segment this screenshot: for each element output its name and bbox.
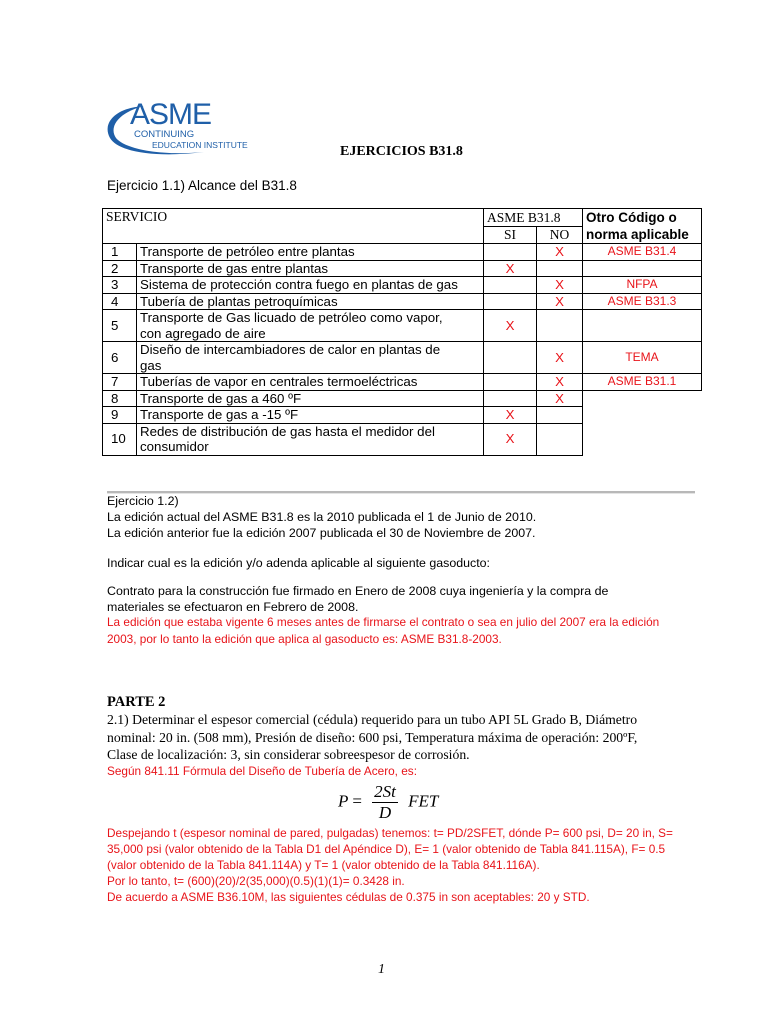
table-row	[103, 310, 702, 342]
row-description	[137, 310, 484, 342]
row-other-code: ASME B31.3	[583, 293, 702, 310]
row-other-code: TEMA	[583, 342, 702, 374]
row-other-code: NFPA	[583, 277, 702, 294]
solution-line-4: Por lo tanto, t= (600)(20)/2(35,000)(0.5)(1)(1)= 0.3428 in.	[107, 874, 405, 888]
row-description-line1: Sistema de protección contra fuego en plantas de gas	[140, 277, 458, 292]
row-number: 7	[103, 374, 137, 391]
row-description-line1: Diseño de intercambiadores de calor en plantas de	[140, 342, 441, 357]
row-description-line1: Tubería de plantas petroquímicas	[140, 293, 338, 309]
solution-line-1: Despejando t (espesor nominal de pared, pulgadas) tenemos: t= PD/2SFET, dónde P= 600 psi, D= 20 in, S=	[107, 826, 673, 840]
row-no-mark: X	[537, 374, 583, 391]
row-description	[137, 244, 484, 261]
asme-logo	[104, 94, 274, 160]
row-description	[137, 390, 484, 407]
row-si-mark	[484, 244, 537, 261]
row-number: 5	[103, 310, 137, 342]
row-no-mark: X	[537, 277, 583, 294]
exercise-1-2-contract-2: materiales se efectuaron en Febrero de 2008.	[107, 600, 359, 614]
row-description-line1: Redes de distribución de gas hasta el medidor del	[140, 423, 435, 439]
header-asme: ASME B31.8	[484, 209, 583, 227]
row-description-line2: consumidor	[140, 439, 209, 454]
row-other-code	[583, 390, 702, 407]
table-row	[103, 260, 702, 277]
row-other-code	[583, 407, 702, 424]
svg-text:CONTINUING: CONTINUING	[134, 129, 195, 140]
row-description	[137, 374, 484, 391]
row-si-mark	[484, 390, 537, 407]
formula-rhs: FET	[408, 791, 439, 811]
header-code-line1: Otro Código o	[586, 210, 677, 225]
formula-denominator: D	[378, 803, 392, 822]
row-other-code	[583, 310, 702, 342]
table-row	[103, 244, 702, 261]
exercise-1-2-contract-1: Contrato para la construcción fue firmado en Enero de 2008 cuya ingeniería y la compra de	[107, 584, 609, 598]
formula-equals: =	[352, 791, 362, 811]
exercise-1-2-answer-2: 2003, por lo tanto la edición que aplica al gasoducto es: ASME B31.8-2003.	[107, 632, 502, 646]
parte-2-reference: Según 841.11 Fórmula del Diseño de Tubería de Acero, es:	[107, 764, 417, 778]
exercise-1-1-heading: Ejercicio 1.1) Alcance del B31.8	[107, 178, 297, 193]
row-description-line2: gas	[140, 357, 162, 373]
parte-2-heading: PARTE 2	[107, 694, 166, 710]
row-no-mark: X	[537, 390, 583, 407]
row-other-code: ASME B31.1	[583, 374, 702, 391]
row-description-line2: con agregado de aire	[140, 325, 266, 341]
solution-line-2: 35,000 psi (valor obtenido de la Tabla D1 del Apéndice D), E= 1 (valor obtenido de Tabla 841.115A), F= 0.5	[107, 842, 666, 856]
row-si-mark: X	[484, 310, 537, 342]
header-si: SI	[484, 226, 537, 244]
formula-numerator: 2St	[374, 782, 396, 801]
exercise-1-2-line2: La edición anterior fue la edición 2007 publicada el 30 de Noviembre de 2007.	[107, 526, 536, 540]
row-other-code	[583, 260, 702, 277]
parte-2-question-1: 2.1) Determinar el espesor comercial (cédula) requerido para un tubo API 5L Grado B, Diámetro	[107, 712, 638, 727]
table-row	[103, 277, 702, 294]
row-description	[137, 342, 484, 374]
parte-2-question-2: nominal: 20 in. (508 mm), Presión de diseño: 600 psi, Temperatura máxima de operación: 200ºF,	[107, 730, 638, 745]
row-si-mark	[484, 293, 537, 310]
row-description	[137, 277, 484, 294]
header-other-code	[583, 209, 702, 244]
row-description-line1: Transporte de gas a -15 ºF	[140, 407, 299, 422]
table-row	[103, 407, 702, 424]
row-number: 2	[103, 260, 137, 277]
row-description-line1: Transporte de gas entre plantas	[140, 260, 328, 276]
formula-lhs: P	[338, 791, 349, 811]
solution-line-3: (valor obtenido de la Tabla 841.114A) y T= 1 (valor obtenido de la Tabla 841.116A).	[107, 858, 540, 872]
exercise-1-2-answer-1: La edición que estaba vigente 6 meses antes de firmarse el contrato o sea en julio del 2007 era la edición	[107, 615, 660, 629]
page-title: EJERCICIOS B31.8	[340, 144, 463, 159]
page-number: 1	[378, 962, 385, 977]
row-description	[137, 407, 484, 424]
svg-text:EDUCATION INSTITUTE: EDUCATION INSTITUTE	[152, 140, 248, 150]
design-formula	[338, 782, 438, 823]
row-number: 3	[103, 277, 137, 294]
row-number: 10	[103, 423, 137, 455]
row-number: 6	[103, 342, 137, 374]
table-row	[103, 293, 702, 310]
row-description-line1: Transporte de Gas licuado de petróleo como vapor,	[140, 310, 443, 325]
row-si-mark: X	[484, 260, 537, 277]
row-other-code	[583, 423, 702, 455]
row-description-line1: Transporte de petróleo entre plantas	[140, 244, 355, 259]
formula-fraction	[372, 782, 398, 823]
row-si-mark: X	[484, 407, 537, 424]
header-no: NO	[537, 226, 583, 244]
header-servicio: SERVICIO	[103, 209, 484, 244]
row-no-mark	[537, 407, 583, 424]
header-code-line2: norma aplicable	[586, 227, 689, 242]
row-description-line1: Transporte de gas a 460 ºF	[140, 390, 302, 406]
divider	[107, 491, 695, 494]
row-number: 4	[103, 293, 137, 310]
row-description	[137, 260, 484, 277]
row-no-mark	[537, 260, 583, 277]
exercise-1-2-question: Indicar cual es la edición y/o adenda aplicable al siguiente gasoducto:	[107, 556, 490, 570]
row-number: 9	[103, 407, 137, 424]
row-no-mark: X	[537, 342, 583, 374]
row-description	[137, 293, 484, 310]
row-si-mark	[484, 342, 537, 374]
exercise-1-2-heading: Ejercicio 1.2)	[107, 494, 179, 508]
svg-text:ASME: ASME	[130, 98, 212, 131]
row-number: 1	[103, 244, 137, 261]
service-table	[102, 208, 702, 456]
row-no-mark	[537, 310, 583, 342]
row-description	[137, 423, 484, 455]
row-no-mark: X	[537, 244, 583, 261]
table-row	[103, 374, 702, 391]
row-number: 8	[103, 390, 137, 407]
table-row	[103, 423, 702, 455]
row-no-mark: X	[537, 293, 583, 310]
table-row	[103, 390, 702, 407]
row-description-line1: Tuberías de vapor en centrales termoeléctricas	[140, 374, 418, 389]
row-si-mark	[484, 277, 537, 294]
exercise-1-2-line1: La edición actual del ASME B31.8 es la 2010 publicada el 1 de Junio de 2010.	[107, 510, 537, 524]
row-si-mark	[484, 374, 537, 391]
table-row	[103, 342, 702, 374]
row-no-mark	[537, 423, 583, 455]
row-si-mark: X	[484, 423, 537, 455]
parte-2-question-3: Clase de localización: 3, sin considerar sobreespesor de corrosión.	[107, 747, 470, 762]
row-other-code: ASME B31.4	[583, 244, 702, 261]
solution-line-5: De acuerdo a ASME B36.10M, las siguientes cédulas de 0.375 in son aceptables: 20 y STD.	[107, 890, 590, 904]
